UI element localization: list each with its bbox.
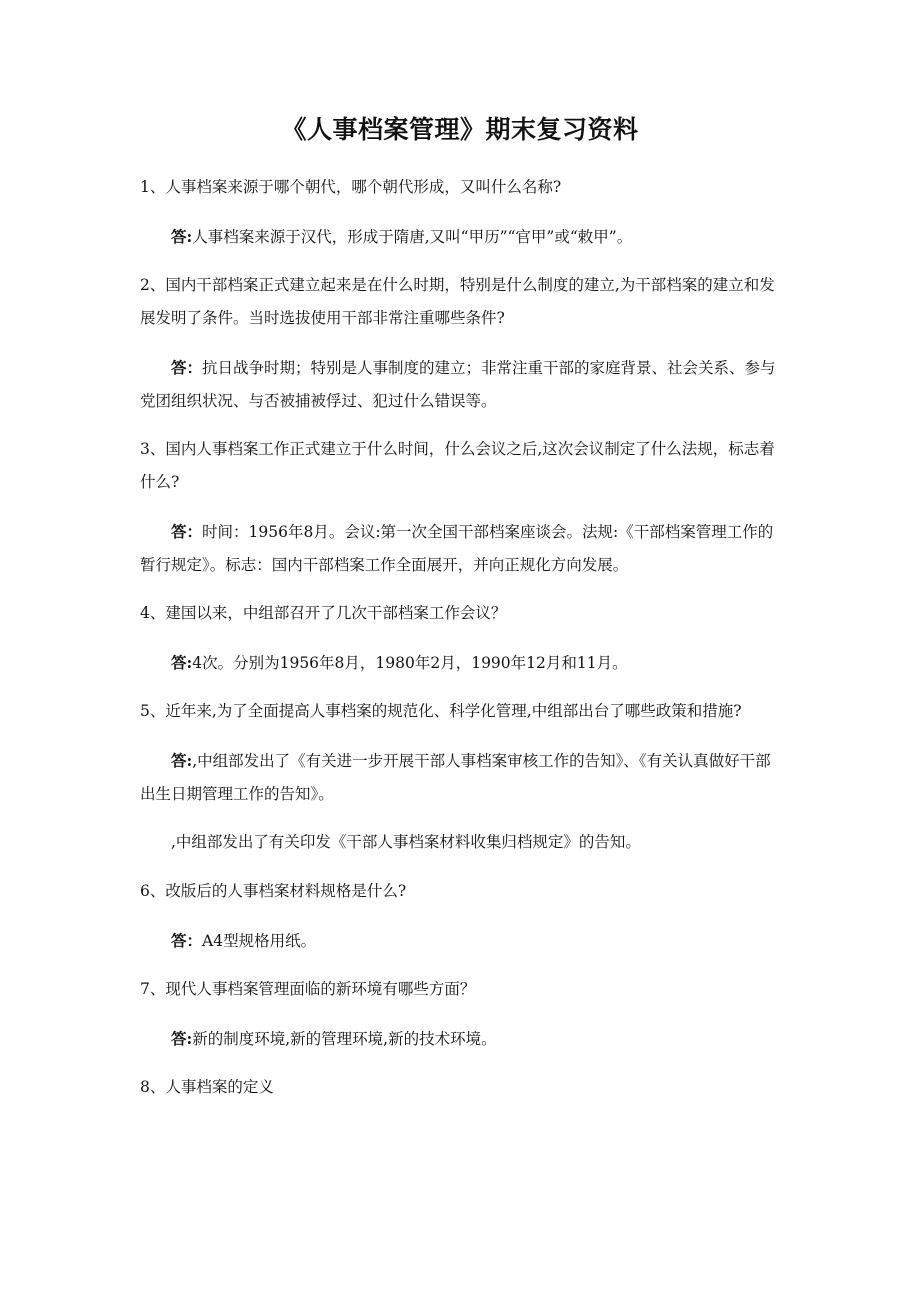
question-text: 7、现代人事档案管理面临的新环境有哪些方面？: [140, 980, 476, 998]
question-text: 5、近年来,为了全面提高人事档案的规范化、科学化管理,中组部出台了哪些政策和措施?: [140, 702, 742, 720]
answer-text: 新的制度环境,新的管理环境,新的技术环境。: [192, 1030, 497, 1048]
answer-7: [140, 1022, 785, 1056]
answer-label: 答:: [171, 227, 193, 246]
answer-6: [140, 924, 785, 958]
answer-label: 答:: [171, 1029, 193, 1048]
answer-label: 答：: [171, 522, 203, 541]
question-6: [140, 875, 785, 908]
answer-2: [140, 351, 785, 418]
answer-5-continued: [140, 826, 785, 859]
question-4: [140, 597, 785, 630]
document-title: 《人事档案管理》期末复习资料: [281, 115, 639, 144]
answer-text: 4次。分别为1956年8月，1980年2月，1990年12月和11月。: [192, 654, 628, 672]
answer-label: 答：: [171, 358, 203, 377]
question-text: 1、人事档案来源于哪个朝代，哪个朝代形成，又叫什么名称?: [140, 178, 562, 196]
question-7: [140, 973, 785, 1006]
answer-1: [140, 220, 785, 254]
question-text: 3、国内人事档案工作正式建立于什么时间，什么会议之后,这次会议制定了什么法规，标志着什么?: [140, 440, 775, 491]
answer-text: 抗日战争时期；特别是人事制度的建立；非常注重干部的家庭背景、社会关系、参与党团组织状况、与否被捕被俘过、犯过什么错误等。: [140, 359, 776, 410]
question-text: 6、改版后的人事档案材料规格是什么?: [140, 882, 407, 900]
answer-text: 时间：1956年8月。会议:第一次全国干部档案座谈会。法规:《干部档案管理工作的暂行规定》。标志：国内干部档案工作全面展开，并向正规化方向发展。: [140, 523, 774, 574]
question-2: [140, 269, 785, 335]
answer-4: [140, 646, 785, 680]
answer-text: ,中组部发出了《有关进一步开展干部人事档案审核工作的告知》、《有关认真做好干部出生日期管理工作的告知》。: [140, 752, 771, 803]
answer-label: 答:: [171, 751, 193, 770]
question-text: 2、国内干部档案正式建立起来是在什么时期，特别是什么制度的建立,为干部档案的建立和发展发明了条件。当时选拔使用干部非常注重哪些条件?: [140, 276, 775, 327]
answer-label: 答:: [171, 653, 193, 672]
question-5: [140, 695, 785, 728]
question-8: [140, 1071, 785, 1104]
answer-text: A4型规格用纸。: [202, 932, 317, 950]
answer-text: ,中组部发出了有关印发《干部人事档案材料收集归档规定》的告知。: [171, 833, 641, 851]
question-1: [140, 171, 785, 204]
answer-3: [140, 515, 785, 582]
answer-text: 人事档案来源于汉代，形成于隋唐,又叫“甲历”“官甲”或“敕甲”。: [192, 228, 633, 246]
question-text: 4、建国以来，中组部召开了几次干部档案工作会议？: [140, 604, 507, 622]
question-text: 8、人事档案的定义: [140, 1078, 274, 1096]
answer-5: [140, 744, 785, 811]
question-3: [140, 433, 785, 499]
answer-label: 答：: [171, 931, 203, 950]
